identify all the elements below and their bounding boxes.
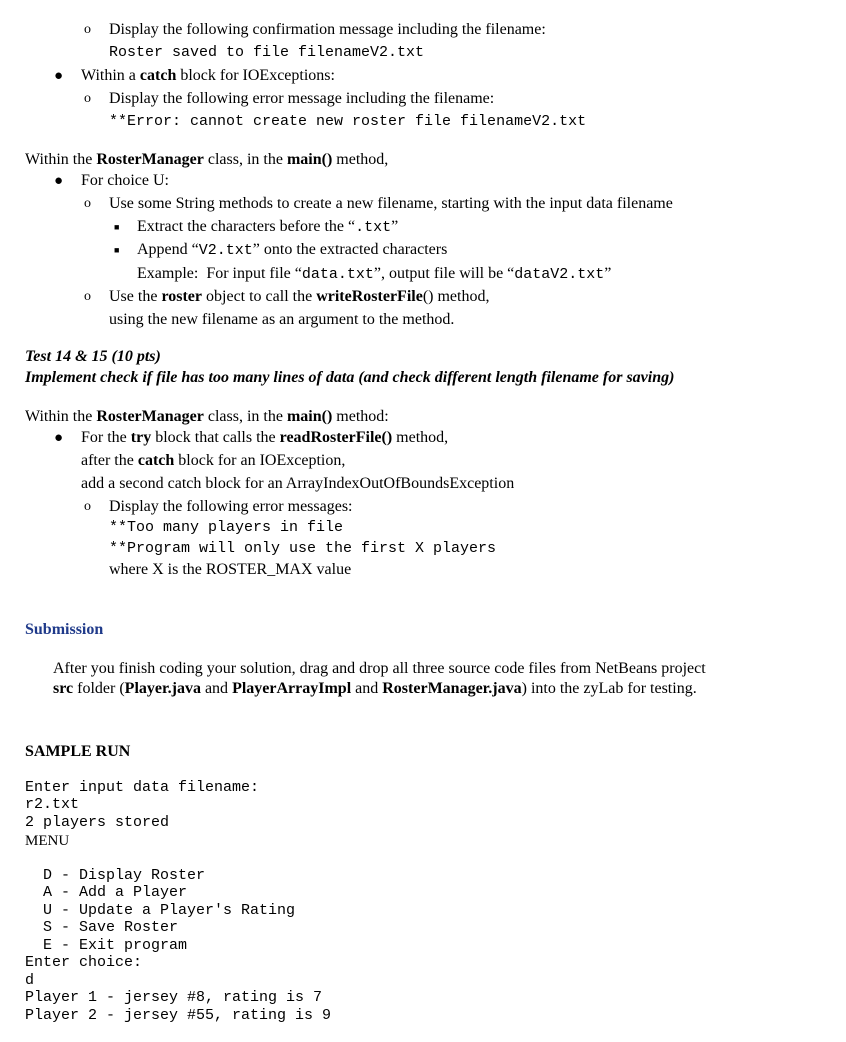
menu-item: U - Update a Player's Rating xyxy=(25,901,296,919)
circle-bullet: o xyxy=(84,499,91,514)
console-line: r2.txt xyxy=(25,796,80,813)
square-bullet: ■ xyxy=(114,222,120,232)
confirm-intro: Display the following confirmation message including the filename: xyxy=(109,21,546,38)
menu-item: S - Save Roster xyxy=(25,919,179,936)
error-message-1: **Too many players in file xyxy=(109,519,344,536)
within-main-line-2: Within the RosterManager class, in the main() method: xyxy=(25,408,389,425)
catch-line: Within a catch block for IOExceptions: xyxy=(81,67,335,84)
console-line: 2 players stored xyxy=(25,813,170,831)
within-main-line: Within the RosterManager class, in the main() method, xyxy=(25,151,389,168)
error-intro: Display the following error message including the filename: xyxy=(109,90,495,107)
add-catch-line: add a second catch block for an ArrayIndexOutOfBoundsException xyxy=(81,475,515,492)
circle-bullet: o xyxy=(84,91,91,106)
where-line: where X is the ROSTER_MAX value xyxy=(109,561,352,578)
console-line: d xyxy=(25,971,35,989)
submission-text-2: src folder (Player.java and PlayerArrayImpl and RosterManager.java) into the zyLab for testing. xyxy=(53,680,697,697)
console-line: Player 2 - jersey #55, rating is 9 xyxy=(25,1006,332,1024)
example-line: Example: For input file “data.txt”, output file will be “dataV2.txt” xyxy=(137,265,612,283)
console-menu xyxy=(25,849,331,1042)
append-line: Append “V2.txt” onto the extracted characters xyxy=(137,241,448,259)
use-roster-line-2: using the new filename as an argument to the method. xyxy=(109,311,455,328)
test-subtitle: Implement check if file has too many lines of data (and check different length filename for saving) xyxy=(25,369,675,386)
error-message: **Error: cannot create new roster file filenameV2.txt xyxy=(109,113,587,130)
choice-line: For choice U: xyxy=(81,172,169,189)
console-line: Enter input data filename: xyxy=(25,778,260,796)
extract-line: Extract the characters before the “.txt” xyxy=(137,218,399,236)
submission-heading: Submission xyxy=(25,621,104,638)
circle-bullet: o xyxy=(84,289,91,304)
display-errors-line: Display the following error messages: xyxy=(109,498,353,515)
error-message-2: **Program will only use the first X players xyxy=(109,540,497,557)
use-roster-line: Use the roster object to call the writeRosterFile() method, xyxy=(109,288,490,305)
square-bullet: ■ xyxy=(114,245,120,255)
strings-intro: Use some String methods to create a new filename, starting with the input data filename xyxy=(109,195,673,212)
menu-item: A - Add a Player xyxy=(25,884,188,901)
bullet: ● xyxy=(54,430,64,446)
bullet: ● xyxy=(54,68,64,84)
confirm-message: Roster saved to file filenameV2.txt xyxy=(109,44,425,61)
circle-bullet: o xyxy=(84,196,91,211)
submission-text-1: After you finish coding your solution, drag and drop all three source code files from NetBeans project xyxy=(53,660,706,677)
menu-label: MENU xyxy=(25,833,70,849)
console-line: Enter choice: xyxy=(25,954,143,971)
bullet: ● xyxy=(54,173,64,189)
menu-item: E - Exit program xyxy=(25,936,188,954)
test-title: Test 14 & 15 (10 pts) xyxy=(25,348,161,365)
circle-bullet: o xyxy=(84,22,91,37)
after-catch-line: after the catch block for an IOException, xyxy=(81,452,346,469)
console-line: Player 1 - jersey #8, rating is 7 xyxy=(25,989,323,1006)
sample-run-heading: SAMPLE RUN xyxy=(25,743,131,760)
menu-item: D - Display Roster xyxy=(25,866,206,884)
try-line: For the try block that calls the readRosterFile() method, xyxy=(81,429,449,446)
